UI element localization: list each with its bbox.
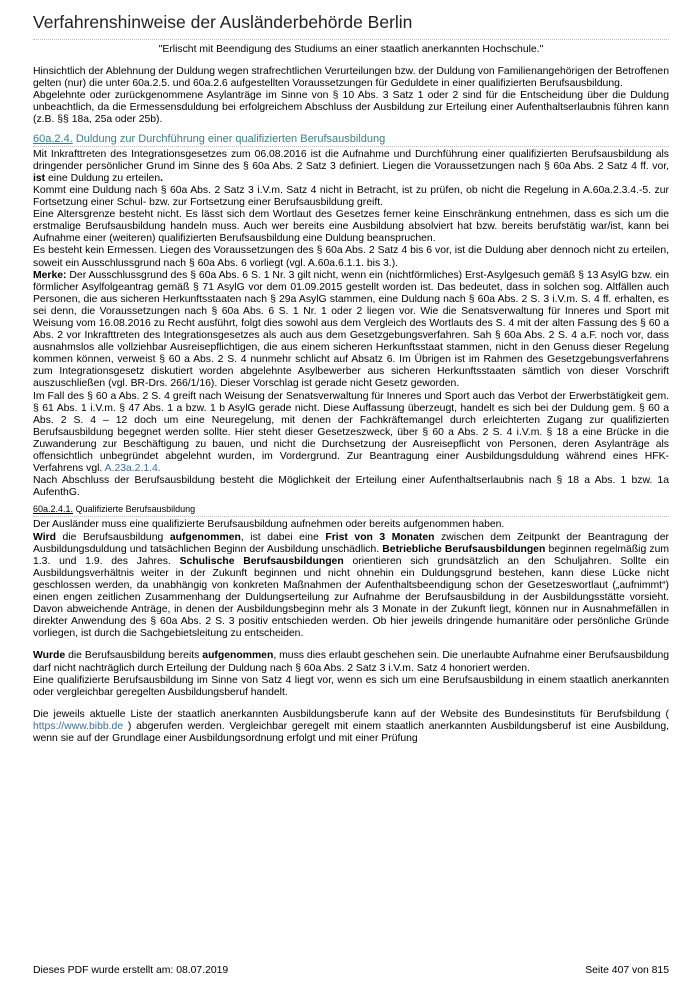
quote-line: "Erlischt mit Beendigung des Studiums an einer staatlich anerkannten Hochschule." [158, 44, 544, 55]
subsection-heading [33, 503, 669, 517]
page-footer [33, 965, 669, 976]
merke-paragraph: Merke: Der Ausschlussgrund des § 60a Abs. 6 S. 1 Nr. 3 gilt nicht, wenn ein (nichtförmliches) Erst-Asylgesuch gemäß § 13 AsylG bzw. ein förmlicher Asylfolgeantrag gemäß § 71 AsylG vor dem 01.09.2015 gestellt worden ist. Das bedeutet, dass in solchen sog. Altfällen auch Personen, die aus sicheren Herkunftsstaaten nach § 29a AsylG stammen, eine Duldung nach § 60a Abs. 2 S. 3 i.V.m. S. 4 ff. erhalten, es sei denn, die Voraussetzungen nach § 60a Abs. 6 S. 1 Nr. 1 oder 2 liegen vor. Wie die Senatsverwaltung für Inneres und Sport mit Weisung vom 16.08.2016 zu Recht ausführt, folgt dies sowohl aus dem Vergleich des Wortlauts des S. 4 mit der alten Fassung des § 60 a Abs. 2 vor Inkrafttreten des Integrationsgesetzes als auch aus dem Gesetzgebungsverfahren. Sah § 60a Abs. 2 S. 4 a.F. noch vor, dass ausnahmslos alle vollziehbar Ausreisepflichtigen, die aus einem sicheren Herkunftsstaat stammen, nicht in den Genuss dieser Regelung kommen können, verweist § 60 a Abs. 2 S. 4 nunmehr schlicht auf Absatz 6. Im Übrigen ist im Rahmen des Gesetzgebungsverfahrens zum Integrationsgesetz diskutiert worden abgelehnte Asylbewerber aus sicheren Herkunftsstaaten sämtlich von dieser Vorschrift auszuschließen (vgl. BR-Drs. 266/1/16). Dieser Vorschlag ist gerade nicht Gesetz geworden. [33, 269, 669, 390]
intro-paragraph-1: Hinsichtlich der Ablehnung der Duldung wegen strafrechtlichen Verurteilungen bzw. der Duldung von Familienangehörigen der Betroffenen gelten (nur) die unter 60a.2.5. und 60a.2.6 aufgestellten Voraussetzungen für Geduldete in einer qualifizierten Berufsausbildung. [33, 66, 669, 90]
section-paragraph-1: Mit Inkrafttreten des Integrationsgesetzes zum 06.08.2016 ist die Aufnahme und Durchführung einer qualifizierten Berufsausbildung als dringender persönlicher Grund im Sinne des § 60a Abs. 2 Satz 3 definiert. Liegen die Voraussetzungen nach § 60a Abs. 2 Satz 4 ff. vor, ist eine Duldung zu erteilen. [33, 148, 669, 184]
section-paragraph-2: Kommt eine Duldung nach § 60a Abs. 2 Satz 3 i.V.m. Satz 4 nicht in Betracht, ist zu prüfen, ob nicht die Regelung in A.60a.2.3.4.-5. zur Fortsetzung einer Schul- bzw. zur Fortsetzung einer Berufsausbildung greift. [33, 184, 669, 209]
merke-label: Merke: [33, 269, 67, 281]
page-number: Seite 407 von 815 [585, 965, 669, 976]
document-body [33, 44, 669, 745]
section-title: Duldung zur Durchführung einer qualifizierten Berufsausbildung [75, 132, 386, 145]
cross-reference-link[interactable]: A.23a.2.1.4. [104, 463, 161, 475]
subsection-paragraph-3: Wurde die Berufsausbildung bereits aufgenommen, muss dies erlaubt geschehen sein. Die unerlaubte Aufnahme einer Berufsausbildung darf nicht nachträglich durch Erteilung der Duldung nach § 60a Abs. 2 Satz 3 i.V.m. Satz 4 honoriert werden. [33, 650, 670, 674]
subsection-paragraph-5: Die jeweils aktuelle Liste der staatlich anerkannten Ausbildungsberufe kann auf der Website des Bundesinstituts für Berufsbildung ( https://www.bibb.de ) abgerufen werden. Vergleichbar geregelt mit einem staatlich anerkannten Ausbildungsberuf ist eine Ausbildung, wenn sie auf der Grundlage einer Ausbildungsordnung erfolgt und mit einer Prüfung [33, 708, 669, 744]
section-number-link[interactable]: 60a.2.4. [33, 132, 73, 145]
section-paragraph-3: Eine Altersgrenze besteht nicht. Es lässt sich dem Wortlaut des Gesetzes ferner keine Einschränkung entnehmen, dass es sich um die erstmalige Berufsausbildung handeln muss. Auch wer bereits eine Ausbildung absolviert hat bzw. bereits berufstätig war/ist, kann bei Aufnahme einer (weiteren) qualifizierten Berufsausbildung eine Duldung beanspruchen. [33, 209, 669, 245]
document-title: Verfahrenshinweise der Ausländerbehörde Berlin [33, 12, 413, 32]
page-header [33, 12, 669, 40]
creation-date: Dieses PDF wurde erstellt am: 08.07.2019 [33, 965, 229, 976]
subsection-paragraph-1: Der Ausländer muss eine qualifizierte Berufsausbildung aufnehmen oder bereits aufgenommen haben. [33, 519, 505, 531]
bibb-website-link[interactable]: https://www.bibb.de [33, 720, 124, 732]
section-paragraph-7: Nach Abschluss der Berufsausbildung besteht die Möglichkeit der Erteilung einer Aufenthaltserlaubnis nach § 18 a Abs. 1 bzw. 1a AufenthG. [33, 475, 669, 499]
section-paragraph-4: Es besteht kein Ermessen. Liegen des Voraussetzungen des § 60a Abs. 2 Satz 4 bis 6 vor, ist die Duldung aber dennoch nicht zu erteilen, soweit ein Ausschlussgrund nach § 60a Abs. 6 vorliegt (vgl. A.60a.6.1.1. bis 3.). [33, 245, 669, 269]
intro-paragraph-2: Abgelehnte oder zurückgenommene Asylanträge im Sinne von § 10 Abs. 3 Satz 1 oder 2 sind für die Entscheidung über die Duldung unbeachtlich, da die Ermessensduldung bei erfolgreichem Abschluss der Ausbildung zur Erteilung einer Aufenthaltserlaubnis führen kann (z.B. §§ 18a, 25a oder 25b). [33, 90, 669, 126]
subsection-title: Qualifizierte Berufsausbildung [75, 504, 196, 515]
subsection-number-link[interactable]: 60a.2.4.1. [33, 504, 74, 515]
section-paragraph-6: Im Fall des § 60 a Abs. 2 S. 4 greift nach Weisung der Senatsverwaltung für Inneres und Sport auch das Verbot der Erwerbstätigkeit gem. § 61 Abs. 1 i.V.m. § 47 Abs. 1 a bzw. 1 b AsylG gerade nicht. Diese Auffassung überzeugt, handelt es sich bei der Duldung gem. § 60 a Abs. 2 S. 4 – 12 doch um eine Neuregelung, mit denen der Fachkräftemangel durch erleichterten Zugang zur qualifizierten Berufsausbildung begegnet werden sollte. Hier steht dieser Gesetzeszweck, über § 60 a Abs. 2 S. 4 i.V.m. § 18 a eine Brücke in die Zuwanderung zur Beschäftigung zu bauen, und nicht die Durchsetzung der Ausreisepflicht von Personen, deren Asylanträge als offensichtlich unbegründet abgelehnt wurden, im Vordergrund. Zur Beantragung einer Ausbildungsduldung während eines HFK-Verfahrens vgl. A.23a.2.1.4. [33, 390, 669, 475]
subsection-paragraph-4: Eine qualifizierte Berufsausbildung im Sinne von Satz 4 liegt vor, wenn es sich um eine Berufsausbildung in einem staatlich anerkannten oder vergleichbar geregelten Ausbildungsberuf handelt. [33, 674, 669, 698]
subsection-paragraph-2: Wird die Berufsausbildung aufgenommen, ist dabei eine Frist von 3 Monaten zwischen dem Zeitpunkt der Beantragung der Ausbildungsduldung und tatsächlichen Beginn der Ausbildung unschädlich. Betriebliche Berufsausbildungen beginnen regelmäßig zum 1.3. und 1.9. des Jahres. Schulische Berufsausbildungen orientieren sich grundsätzlich an den Schuljahren. Sollte ein Ausbildungsverhältnis weiter in der Zukunft beginnen und nicht ohnehin ein Duldungsgrund bestehen, kann diese Lücke nicht geschlossen werden, da unabhängig von konkreten Maßnahmen der Aufenthaltsbeendigung schon der Gesetzeswortlaut („aufnimmt“) einen engen zeitlichen Zusammenhang der Duldungserteilung zur Aufnahme der Berufsausbildung in der Ausbildungsstätte vorsieht. Davon abweichende Anträge, in denen der Ausbildungsbeginn mehr als 3 Monate in der Zukunft liegt, können nur in Ausnahmefällen in direkter Anwendung des § 60a Abs. 2 S. 3 positiv entschieden werden. Ob hier jeweils dringende humanitäre oder persönliche Gründe vorliegen, ist durch die Sachgebietsleitung zu entscheiden. [33, 531, 670, 640]
section-heading [33, 133, 669, 147]
